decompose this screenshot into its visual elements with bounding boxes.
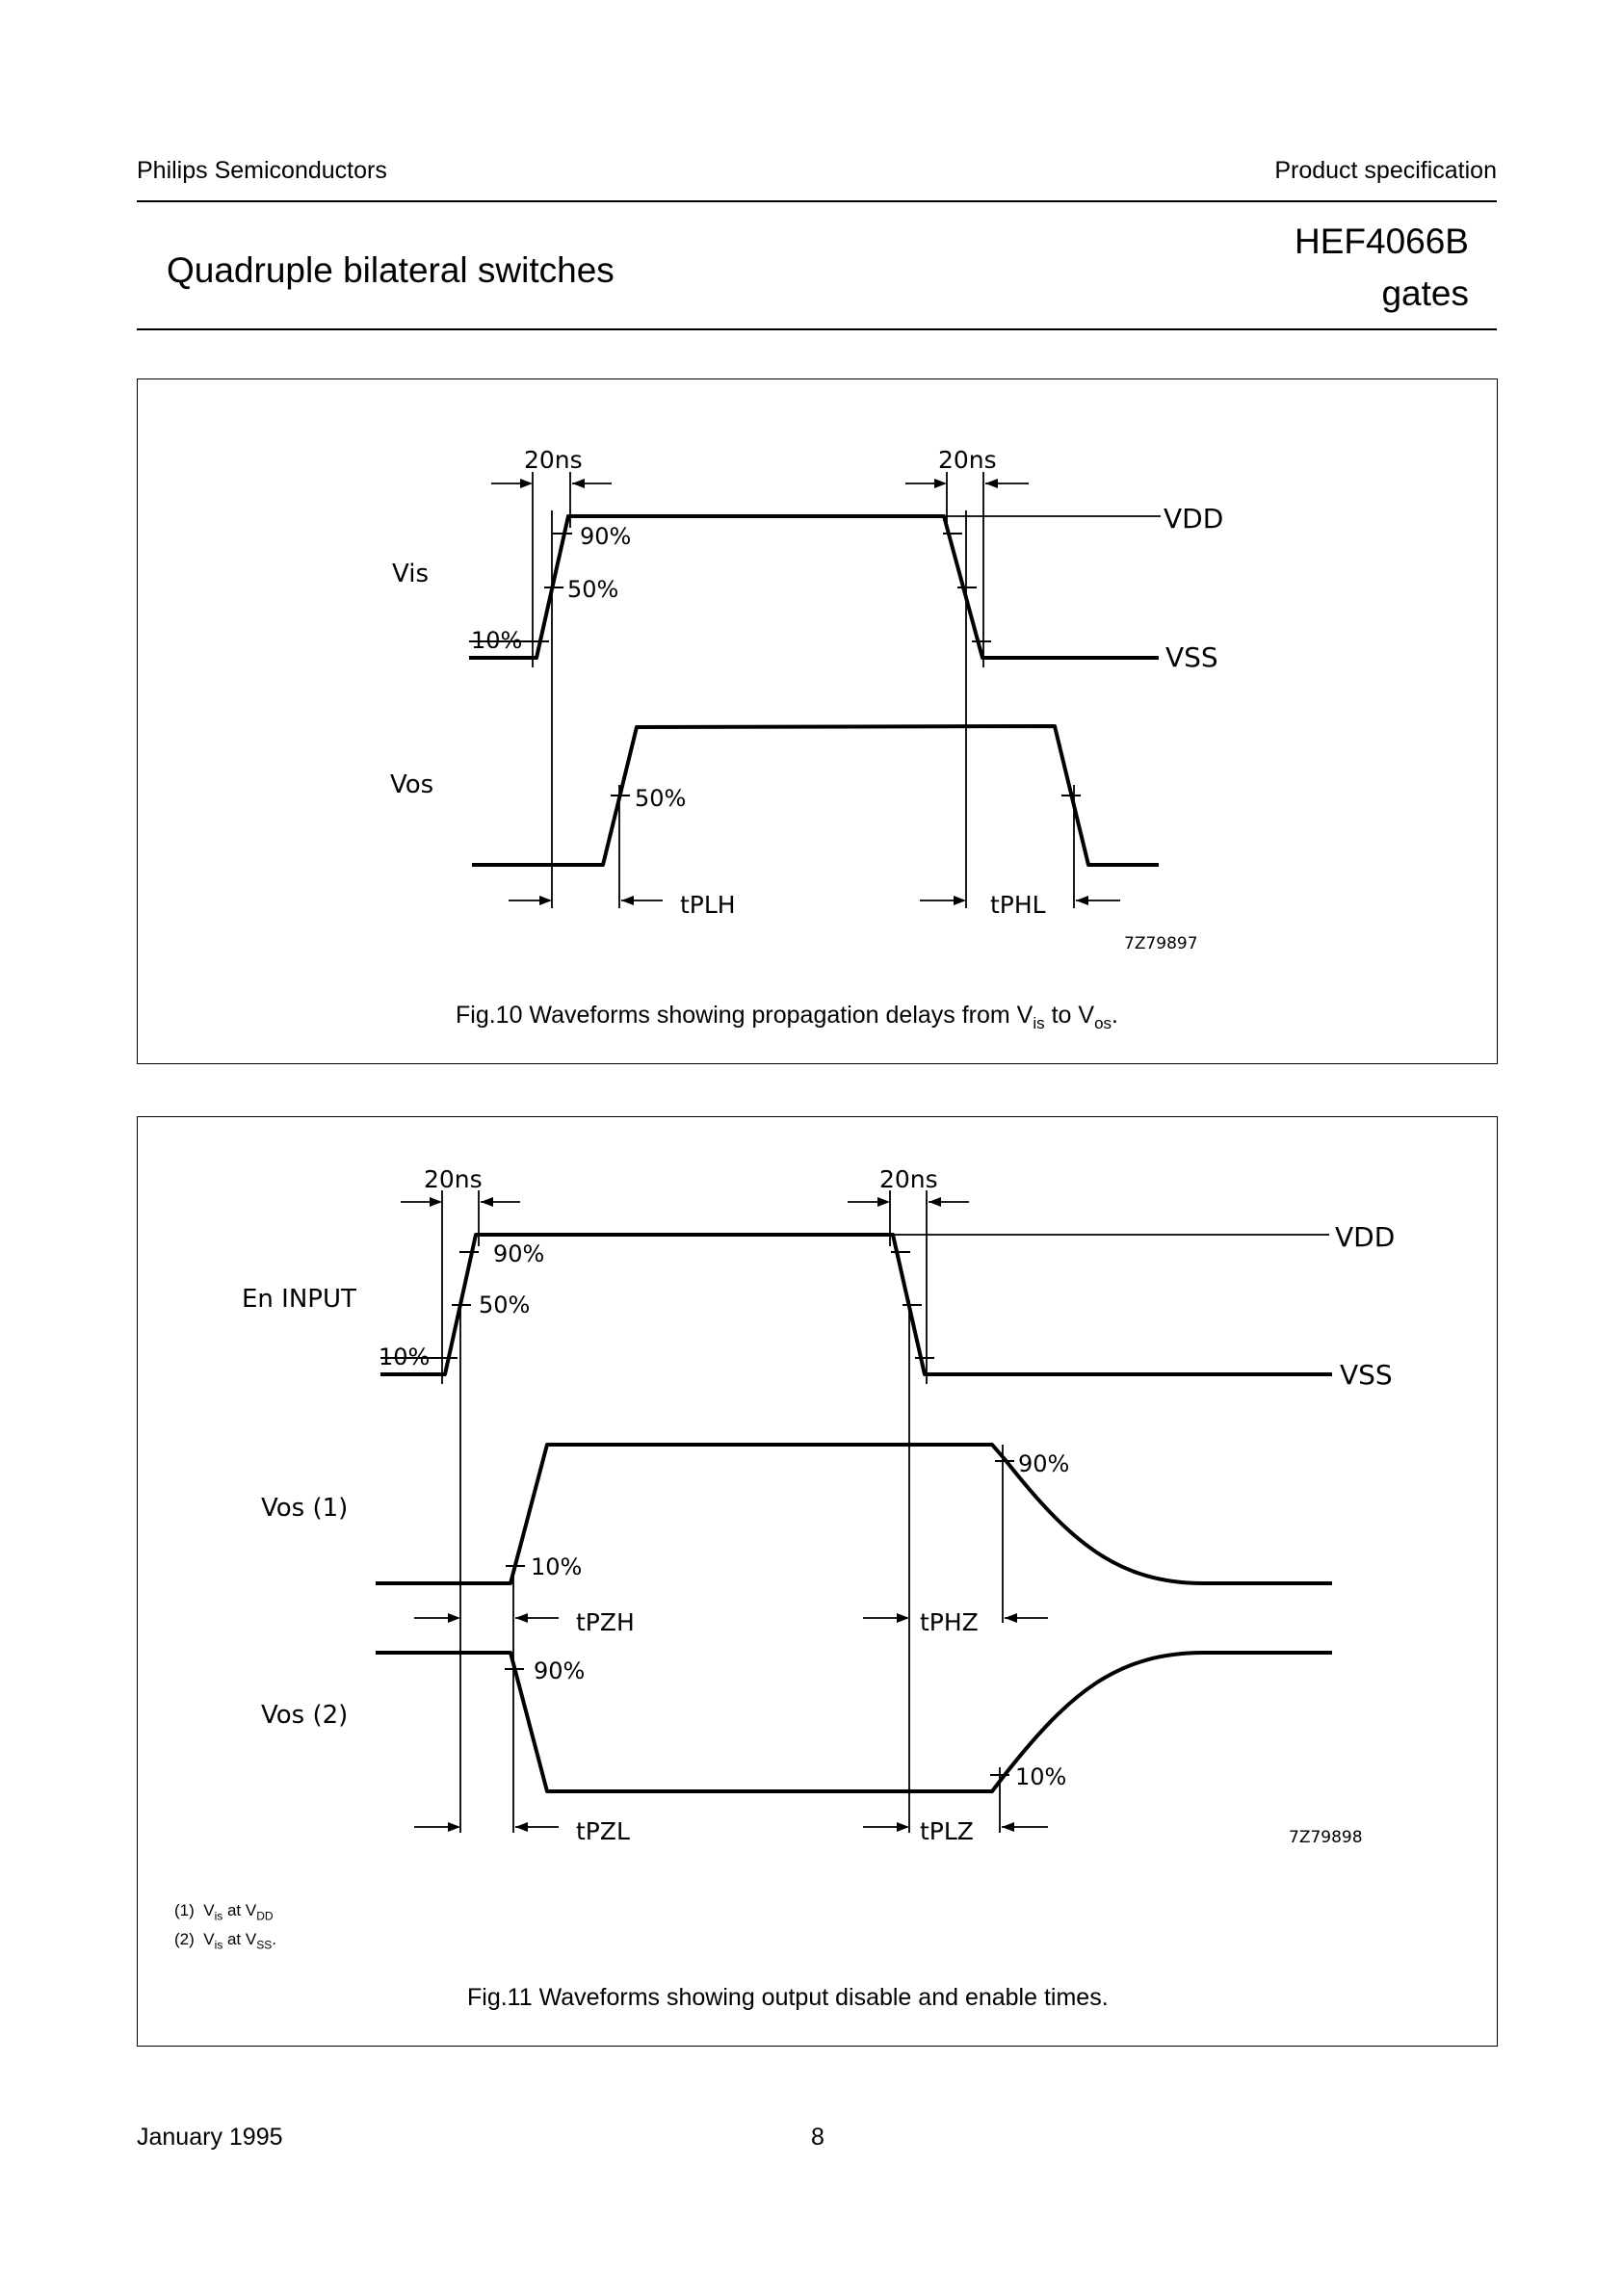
fig11-20ns-right-label: 20ns [879,1165,938,1193]
fig10-code-label: 7Z79897 [1124,934,1198,953]
fig11-note-2: (2) $V_{is}$ at $V_{SS}$. [174,1930,276,1952]
page-number: 8 [811,2124,824,2151]
fig11-vos2-label: Vos (2) [261,1701,349,1730]
fig10-50pct-output-label: 50% [635,785,687,812]
fig10-tphl-label: tPHL [990,891,1046,919]
fig10-10pct-label: 10% [471,627,523,654]
fig11-vos1-label: Vos (1) [261,1494,349,1523]
fig11-tplz-label: tPLZ [920,1817,974,1845]
fig11-vos2-waveform [376,1653,1005,1791]
footer-date: January 1995 [137,2124,283,2151]
fig11-vos1-90pct-label: 90% [1018,1450,1070,1477]
fig10-20ns-left-label: 20ns [524,446,583,474]
fig10-50pct-input-label: 50% [567,576,619,603]
fig11-tphz-label: tPHZ [920,1608,979,1636]
fig10-vos-label: Vos [390,770,434,799]
document-type: Product specification [1274,157,1497,184]
fig11-20ns-left-label: 20ns [424,1165,483,1193]
company-name: Philips Semiconductors [137,157,387,184]
fig11-tpzh-label: tPZH [576,1608,635,1636]
fig10-vdd-label: VDD [1164,503,1224,535]
fig11-caption: Fig.11 Waveforms showing output disable and enable times. [467,1984,1109,2011]
fig10-vss-label: VSS [1165,641,1218,673]
fig11-tpzl-label: tPZL [576,1817,630,1845]
fig11-input-50pct-label: 50% [479,1292,531,1318]
fig11-vos2-90pct-label: 90% [534,1657,586,1684]
fig10-caption: Fig.10 Waveforms showing propagation delays from $V_{is}$ to $V_{os}$. [456,1002,1118,1032]
part-family: gates [1381,274,1469,313]
fig11-note-1: (1) $V_{is}$ at $V_{DD}$ [174,1901,274,1923]
fig10-tplh-label: tPLH [680,891,736,919]
part-number: HEF4066B [1295,222,1469,261]
fig10-20ns-right-label: 20ns [938,446,997,474]
fig11-vdd-label: VDD [1335,1221,1396,1253]
fig11-vos2-10pct-label: 10% [1015,1763,1067,1790]
fig10-90pct-label: 90% [580,523,632,550]
fig11-vos1-10pct-label: 10% [531,1553,583,1580]
fig11-code-label: 7Z79898 [1289,1828,1363,1847]
fig11-vos1-waveform [376,1445,1005,1583]
document-title: Quadruple bilateral switches [167,250,615,290]
fig11-input-90pct-label: 90% [493,1240,545,1267]
fig11-input-10pct-label: 10% [379,1344,431,1370]
fig11-vss-label: VSS [1340,1359,1393,1391]
fig10-vis-label: Vis [392,560,429,588]
fig11-en-input-label: En INPUT [242,1285,356,1314]
